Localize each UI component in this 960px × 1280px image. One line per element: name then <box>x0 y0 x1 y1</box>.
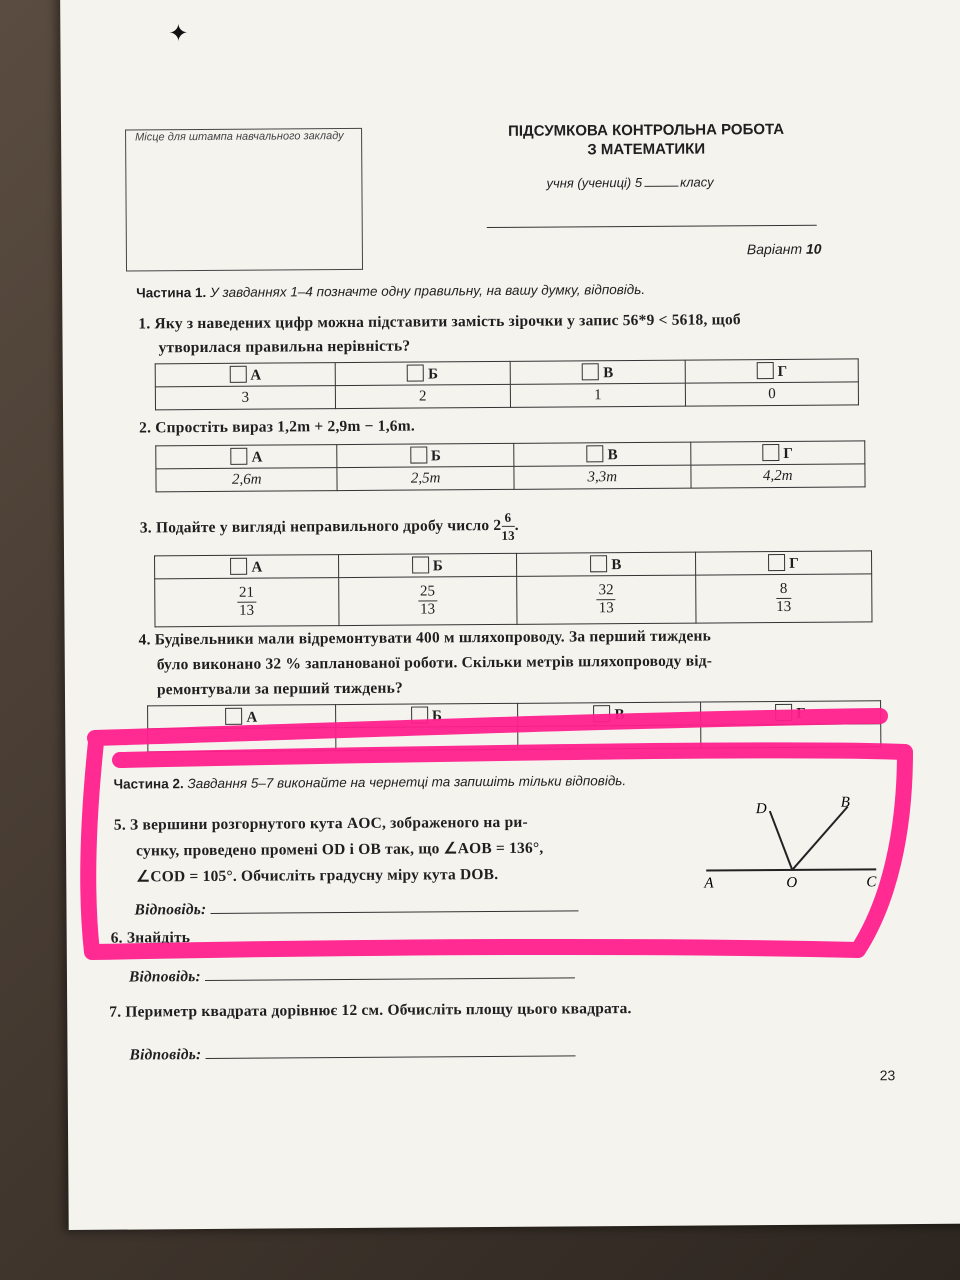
q7-answer-field[interactable] <box>205 1039 575 1059</box>
q6-text: Знайдіть <box>126 929 191 947</box>
label-c: C <box>866 874 877 891</box>
q3-option-g[interactable]: Г <box>695 551 871 575</box>
q2-value-b: 2,5m <box>337 466 514 490</box>
q1-value-v: 1 <box>510 383 686 407</box>
checkbox[interactable] <box>407 364 424 381</box>
label-a: A <box>704 875 714 892</box>
q3-value-b: $\frac{25}{13}$ <box>338 576 517 625</box>
q1-value-b: 2 <box>335 384 510 408</box>
q1-answer-table <box>155 358 859 410</box>
q7-answer-label: Відповідь: <box>129 1046 202 1064</box>
title-line-1: ПІДСУМКОВА КОНТРОЛЬНА РОБОТА <box>507 120 785 140</box>
question-5 <box>114 809 675 891</box>
pupil-line <box>546 173 713 190</box>
checkbox[interactable] <box>225 707 242 724</box>
q4-answer-table <box>147 700 881 752</box>
q6-answer-field[interactable] <box>205 961 575 981</box>
q3-option-v[interactable]: В <box>516 552 695 576</box>
angle-figure <box>696 794 897 895</box>
page-number: 23 <box>879 1067 896 1084</box>
checkbox[interactable] <box>410 446 427 463</box>
q2-option-g[interactable]: Г <box>690 441 864 465</box>
q5-answer-label: Відповідь: <box>134 901 207 919</box>
q1-option-v[interactable]: В <box>510 360 686 384</box>
q2-value-v: 3,3m <box>514 465 691 489</box>
checkbox[interactable] <box>762 443 779 460</box>
question-3: 3. Подайте у вигляді неправильного дробу число 2 $\frac{6}{13}$ . <box>139 509 519 543</box>
checkbox[interactable] <box>593 705 610 722</box>
label-b: B <box>840 794 850 811</box>
pin-mark-icon: ✦ <box>168 21 189 48</box>
part1-instruction: У завданнях 1–4 позначте одну правильну, на вашу думку, відповідь. <box>209 281 646 300</box>
q3-value-a: $\frac{21}{13}$ <box>155 578 339 627</box>
checkbox[interactable] <box>582 363 599 380</box>
q2-option-v[interactable]: В <box>514 442 691 466</box>
checkbox[interactable] <box>590 555 607 572</box>
q5-number: 5. <box>113 816 126 834</box>
q5-line-1: З вершини розгорнутого кута AOC, зображеного на ри- <box>129 813 528 834</box>
part1-heading <box>136 282 645 301</box>
part1-label: Частина 1. <box>136 284 207 301</box>
q2-answer-table <box>155 440 865 492</box>
q4-option-b[interactable]: Б <box>335 703 517 727</box>
title-line-2: З МАТЕМАТИКИ <box>587 140 706 159</box>
q1-option-g[interactable]: Г <box>685 359 858 383</box>
q6-number: 6. <box>110 929 123 947</box>
q1-value-a: 3 <box>155 386 335 410</box>
checkbox[interactable] <box>756 362 773 379</box>
checkbox[interactable] <box>768 553 785 570</box>
stamp-label: Місце для штампа навчального закладу <box>135 130 344 144</box>
ray-od <box>770 811 792 870</box>
question-2 <box>139 418 415 438</box>
q3-option-a[interactable]: А <box>155 555 339 579</box>
question-7 <box>109 1000 632 1022</box>
q3-text: Подайте у вигляді неправильного дробу число 2 <box>155 516 502 537</box>
part2-heading <box>114 773 627 792</box>
q1-option-b[interactable]: Б <box>335 361 510 385</box>
variant-number: 10 <box>805 240 822 257</box>
label-d: D <box>755 801 767 818</box>
q1-number: 1. <box>138 315 151 333</box>
q4-option-a[interactable]: А <box>148 705 336 729</box>
q2-value-g: 4,2m <box>691 464 865 488</box>
checkbox[interactable] <box>586 445 603 462</box>
q1-option-a[interactable]: А <box>155 363 335 387</box>
q2-option-b[interactable]: Б <box>337 443 514 467</box>
question-4 <box>139 626 899 649</box>
q2-number: 2. <box>139 419 152 437</box>
checkbox[interactable] <box>412 556 429 573</box>
checkbox[interactable] <box>231 447 248 464</box>
q3-option-b[interactable]: Б <box>338 553 517 577</box>
q5-line-2: сунку, проведено промені OD і OB так, що ∠AOB = 136°, <box>136 839 544 860</box>
q4-text-2: було виконано 32 % запланованої роботи. Скільки метрів шляхопроводу від- <box>156 652 713 674</box>
part2-label: Частина 2. <box>113 776 184 792</box>
q4-text-3: ремонтували за перший тиждень? <box>156 679 403 699</box>
q1-text-1: Яку з наведених цифр можна підставити замість зірочки у запис 56*9 < 5618, щоб <box>154 311 741 333</box>
q7-text: Периметр квадрата дорівнює 12 см. Обчисліть площу цього квадрата. <box>125 1000 632 1021</box>
pupil-prefix: учня (учениці) 5 <box>546 174 643 191</box>
q5-answer-field[interactable] <box>210 894 578 914</box>
checkbox[interactable] <box>230 557 247 574</box>
q6-answer-label: Відповідь: <box>128 968 201 986</box>
variant-label: Варіант <box>746 240 803 258</box>
q7-answer <box>129 1039 575 1064</box>
q5-answer <box>134 894 578 919</box>
q2-text: Спростіть вираз 1,2m + 2,9m − 1,6m. <box>155 417 415 437</box>
q3-mixed-fraction: $\frac{6}{13}$ <box>501 509 515 543</box>
class-blank[interactable] <box>644 174 678 187</box>
q7-number: 7. <box>109 1003 122 1021</box>
q6-answer <box>129 961 575 986</box>
name-field-line[interactable] <box>487 225 817 228</box>
checkbox[interactable] <box>775 703 792 720</box>
q4-text-1: Будівельники мали відремонтувати 400 м шляхопроводу. За перший тиждень <box>154 627 712 649</box>
question-6 <box>111 929 191 948</box>
checkbox[interactable] <box>229 365 246 382</box>
pupil-suffix: класу <box>679 174 714 190</box>
part2-instruction: Завдання 5–7 виконайте на чернетці та запишіть тільки відповідь. <box>187 773 627 792</box>
q2-option-a[interactable]: А <box>156 445 338 469</box>
q1-value-g: 0 <box>685 382 858 406</box>
q3-value-g: $\frac{8}{13}$ <box>695 574 872 623</box>
q4-option-g[interactable]: Г <box>700 701 880 725</box>
ray-ob <box>792 807 848 870</box>
label-o: O <box>786 874 798 891</box>
variant <box>747 241 822 258</box>
stamp-box <box>125 128 363 272</box>
q1-text-2: утворилася правильна нерівність? <box>158 337 411 357</box>
q5-line-3: ∠COD = 105°. Обчисліть градусну міру кута DOB. <box>136 865 499 886</box>
question-1 <box>138 311 741 333</box>
checkbox[interactable] <box>411 706 428 723</box>
q3-answer-table <box>154 550 872 627</box>
q3-value-v: $\frac{32}{13}$ <box>517 575 696 624</box>
worksheet-page <box>60 0 960 1230</box>
q4-option-v[interactable]: В <box>517 702 700 726</box>
q4-number: 4. <box>138 631 151 649</box>
page-title <box>481 120 811 160</box>
q2-value-a: 2,6m <box>156 468 338 492</box>
q3-number: 3. <box>139 519 152 537</box>
